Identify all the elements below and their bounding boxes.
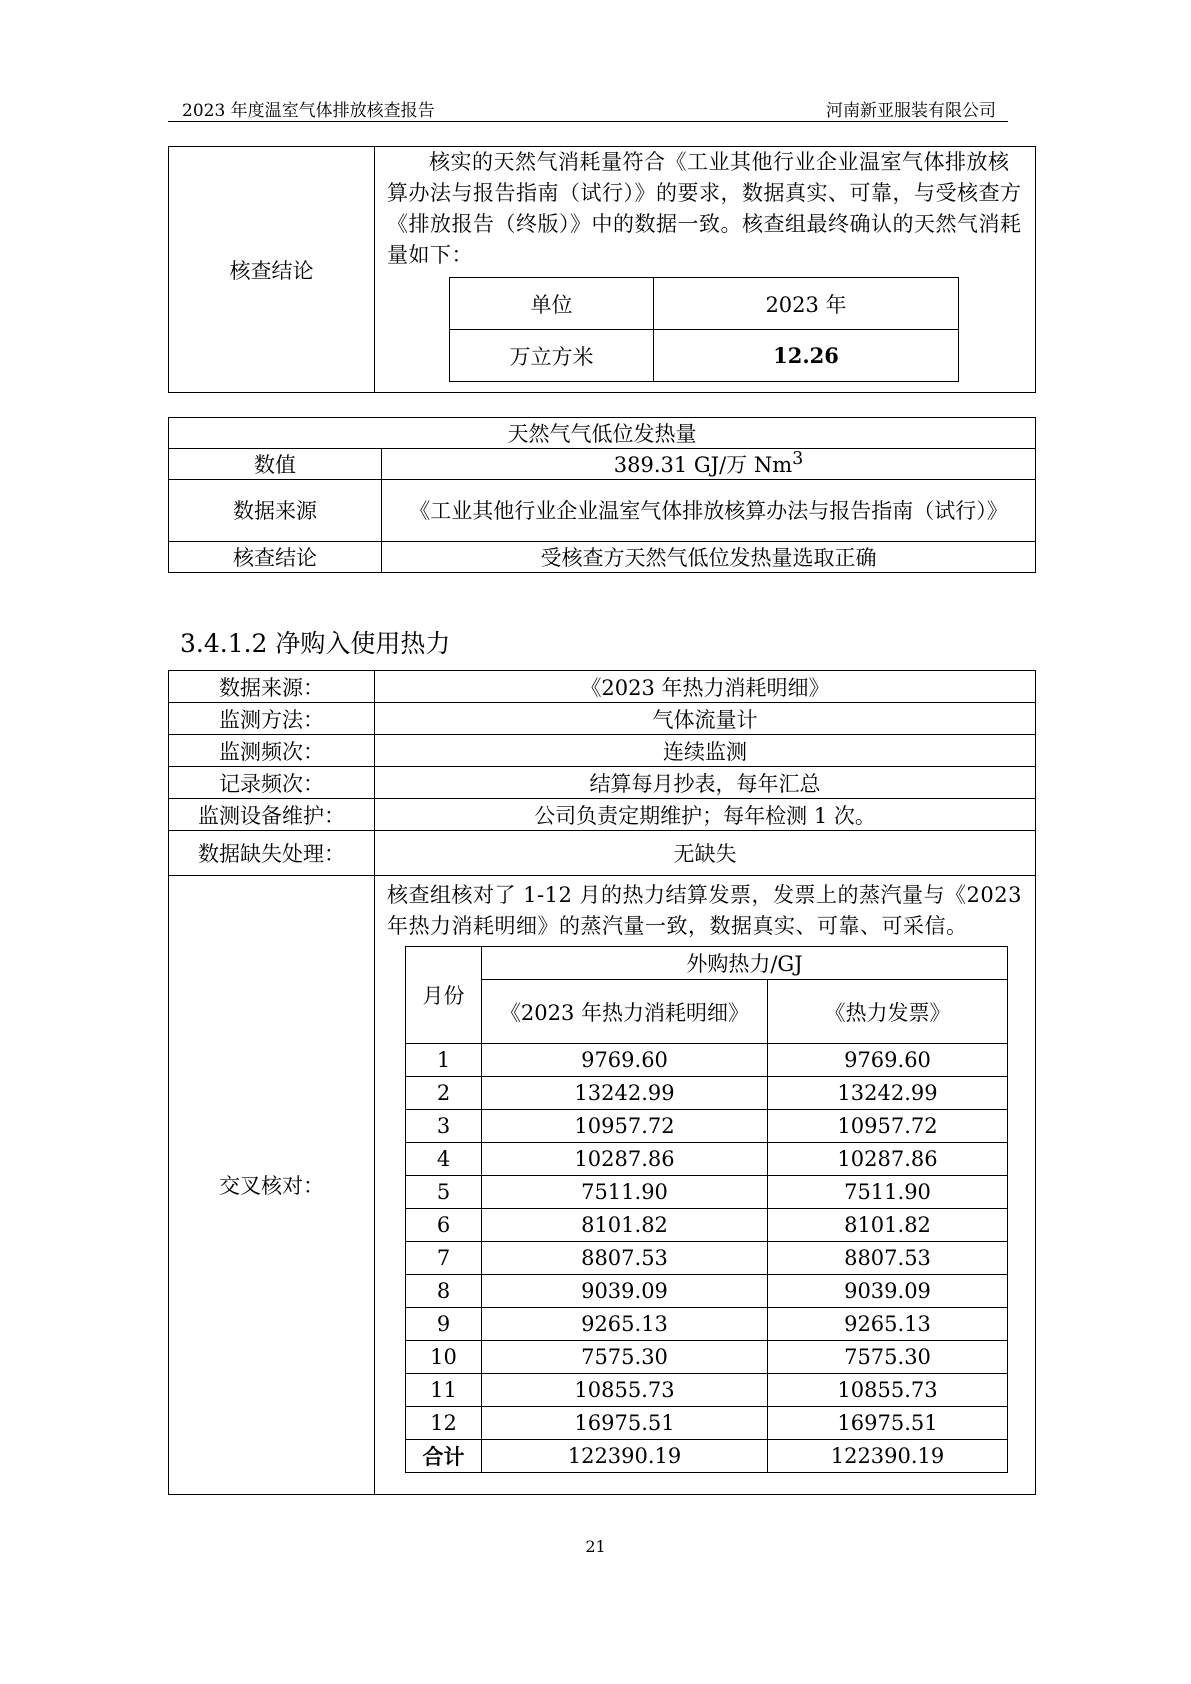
month-cell: 12 <box>406 1407 482 1440</box>
table-row <box>406 1209 1008 1242</box>
detail-value: 16975.51 <box>482 1407 768 1440</box>
heat-row-value: 连续监测 <box>375 735 1036 767</box>
table-row <box>406 1044 1008 1077</box>
ncv-value-sup: 3 <box>792 449 804 469</box>
detail-value: 7511.90 <box>482 1176 768 1209</box>
unit-cell: 万立方米 <box>450 330 654 382</box>
page-number: 21 <box>585 1537 606 1556</box>
ng-value-table <box>449 277 959 382</box>
month-cell: 7 <box>406 1242 482 1275</box>
month-cell: 5 <box>406 1176 482 1209</box>
section-heading: 3.4.1.2 净购入使用热力 <box>180 629 451 658</box>
conclusion-text: 核实的天然气消耗量符合《工业其他行业企业温室气体排放核算办法与报告指南（试行）》的要求，数据真实、可靠，与受核查方《排放报告（终版）》中的数据一致。核查组最终确认的天然气消耗量如下： <box>387 150 1022 267</box>
monthly-rows <box>406 1044 1008 1440</box>
table-row <box>406 1143 1008 1176</box>
ncv-table <box>168 417 1036 573</box>
conclusion-content <box>375 147 1036 393</box>
table-row <box>406 1275 1008 1308</box>
detail-value: 9769.60 <box>482 1044 768 1077</box>
cross-check-label: 交叉核对： <box>169 876 375 1495</box>
detail-value: 8807.53 <box>482 1242 768 1275</box>
invoice-value: 8807.53 <box>768 1242 1008 1275</box>
ncv-conclusion-label: 核查结论 <box>169 542 382 573</box>
heat-group-header: 外购热力/GJ <box>482 947 1008 980</box>
table-row <box>406 1407 1008 1440</box>
table-row <box>406 1308 1008 1341</box>
ncv-label: 数值 <box>169 449 382 480</box>
value-cell: 12.26 <box>654 330 959 382</box>
ncv-value <box>382 449 1036 480</box>
ng-consumption-table <box>168 146 1036 393</box>
invoice-value: 10287.86 <box>768 1143 1008 1176</box>
detail-value: 9265.13 <box>482 1308 768 1341</box>
detail-value: 9039.09 <box>482 1275 768 1308</box>
table-row <box>406 1374 1008 1407</box>
monthly-heat-table <box>405 946 1008 1473</box>
heat-row-label: 监测设备维护： <box>169 799 375 831</box>
cross-check-text: 核查组核对了 1-12 月的热力结算发票，发票上的蒸汽量与《2023 年热力消耗明细》的蒸汽量一致，数据真实、可靠、可采信。 <box>387 883 1022 938</box>
ncv-conclusion-value: 受核查方天然气低位发热量选取正确 <box>382 542 1036 573</box>
detail-value: 10957.72 <box>482 1110 768 1143</box>
cross-check-content <box>375 876 1036 1495</box>
report-title: 2023 年度温室气体排放核查报告 <box>182 101 435 121</box>
invoice-value: 8101.82 <box>768 1209 1008 1242</box>
heat-row-value: 公司负责定期维护；每年检测 1 次。 <box>375 799 1036 831</box>
heat-row-label: 数据缺失处理： <box>169 831 375 876</box>
detail-value: 8101.82 <box>482 1209 768 1242</box>
invoice-value: 13242.99 <box>768 1077 1008 1110</box>
invoice-value: 16975.51 <box>768 1407 1008 1440</box>
heat-row-label: 监测频次： <box>169 735 375 767</box>
total-label: 合计 <box>406 1440 482 1473</box>
invoice-value: 7575.30 <box>768 1341 1008 1374</box>
total-invoice: 122390.19 <box>768 1440 1008 1473</box>
month-cell: 3 <box>406 1110 482 1143</box>
invoice-value: 9769.60 <box>768 1044 1008 1077</box>
month-cell: 11 <box>406 1374 482 1407</box>
invoice-value: 9265.13 <box>768 1308 1008 1341</box>
month-cell: 4 <box>406 1143 482 1176</box>
table-row <box>406 1242 1008 1275</box>
month-cell: 1 <box>406 1044 482 1077</box>
month-cell: 8 <box>406 1275 482 1308</box>
heat-row-value: 结算每月抄表，每年汇总 <box>375 767 1036 799</box>
heat-row-value: 气体流量计 <box>375 703 1036 735</box>
company-name: 河南新亚服装有限公司 <box>826 101 996 121</box>
ncv-value-text: 389.31 GJ/万 Nm <box>613 453 793 477</box>
page-header <box>168 96 1008 122</box>
heat-row-label: 监测方法： <box>169 703 375 735</box>
col-detail-header: 《2023 年热力消耗明细》 <box>482 980 768 1044</box>
table-row <box>406 1110 1008 1143</box>
unit-header: 单位 <box>450 278 654 330</box>
table-row <box>406 1341 1008 1374</box>
month-cell: 9 <box>406 1308 482 1341</box>
table-row <box>406 1176 1008 1209</box>
month-header: 月份 <box>406 947 482 1044</box>
year-header: 2023 年 <box>654 278 959 330</box>
heat-row-label: 记录频次： <box>169 767 375 799</box>
invoice-value: 10855.73 <box>768 1374 1008 1407</box>
conclusion-label: 核查结论 <box>169 147 375 393</box>
heat-table <box>168 670 1036 1495</box>
heat-row-value: 无缺失 <box>375 831 1036 876</box>
month-cell: 10 <box>406 1341 482 1374</box>
table-row <box>406 1077 1008 1110</box>
detail-value: 7575.30 <box>482 1341 768 1374</box>
ncv-source-label: 数据来源 <box>169 480 382 542</box>
month-cell: 2 <box>406 1077 482 1110</box>
detail-value: 10855.73 <box>482 1374 768 1407</box>
ncv-source-value: 《工业其他行业企业温室气体排放核算办法与报告指南（试行）》 <box>382 480 1036 542</box>
invoice-value: 9039.09 <box>768 1275 1008 1308</box>
ncv-title: 天然气气低位发热量 <box>169 418 1036 449</box>
heat-row-value: 《2023 年热力消耗明细》 <box>375 671 1036 703</box>
col-invoice-header: 《热力发票》 <box>768 980 1008 1044</box>
total-detail: 122390.19 <box>482 1440 768 1473</box>
invoice-value: 7511.90 <box>768 1176 1008 1209</box>
invoice-value: 10957.72 <box>768 1110 1008 1143</box>
detail-value: 13242.99 <box>482 1077 768 1110</box>
heat-row-label: 数据来源： <box>169 671 375 703</box>
month-cell: 6 <box>406 1209 482 1242</box>
detail-value: 10287.86 <box>482 1143 768 1176</box>
